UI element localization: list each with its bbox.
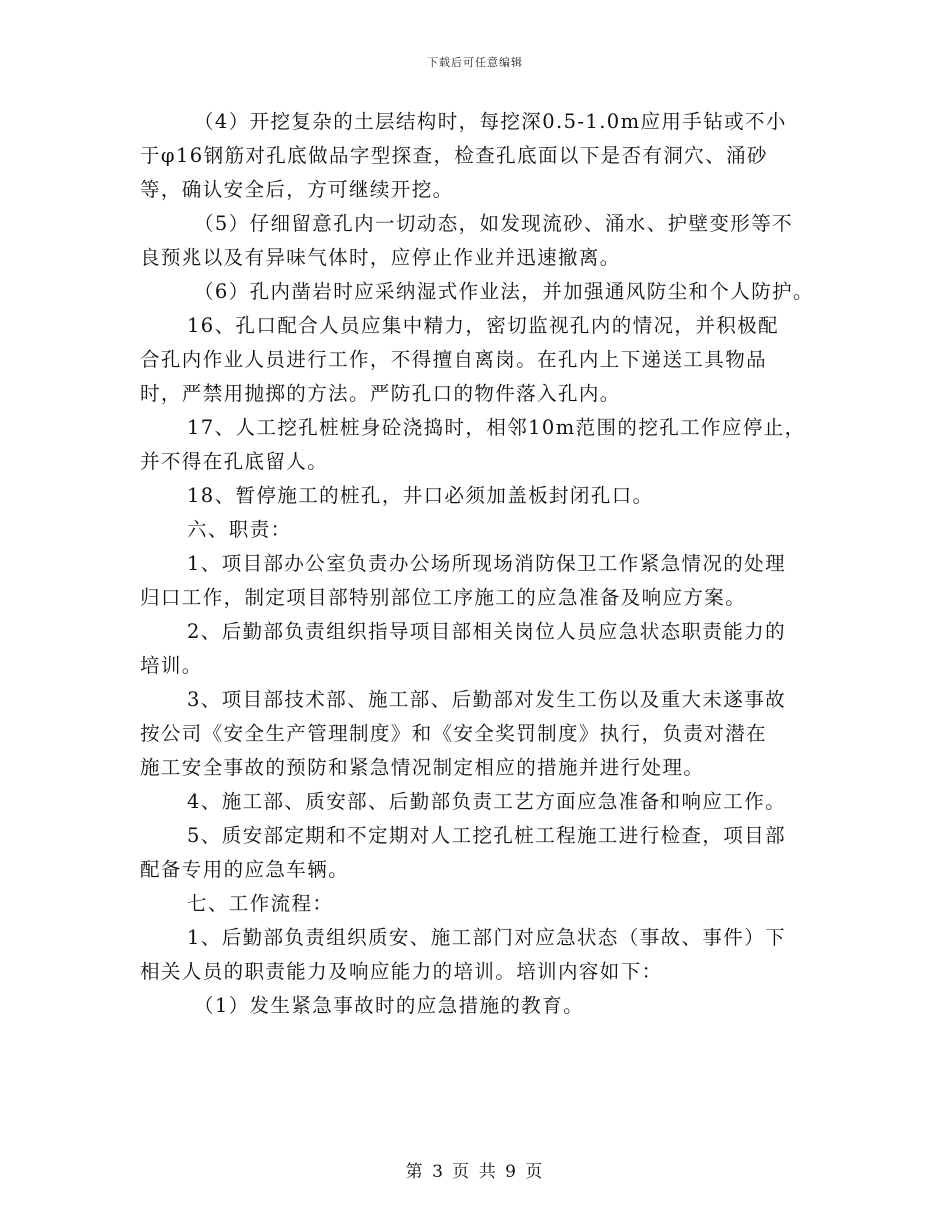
text-line: 等，确认安全后，方可继续开挖。: [140, 178, 454, 201]
text-line: （5）仔细留意孔内一切动态，如发现流砂、涌水、护壁变形等不: [194, 212, 794, 235]
text-line: 相关人员的职责能力及响应能力的培训。培训内容如下：: [140, 960, 663, 983]
document-body: [140, 105, 820, 1023]
text-line: 5、质安部定期和不定期对人工挖孔桩工程施工进行检查，项目部: [187, 824, 787, 847]
text-line: 并不得在孔底留人。: [140, 450, 329, 473]
text-line: 合孔内作业人员进行工作，不得擅自离岗。在孔内上下递送工具物品: [140, 348, 768, 371]
text-line: （4）开挖复杂的土层结构时，每挖深0.5-1.0m应用手钻或不小: [194, 110, 787, 133]
text-line: 时，严禁用抛掷的方法。严防孔口的物件落入孔内。: [140, 382, 621, 405]
page-footer: 第 3 页 共 9 页: [405, 1162, 545, 1182]
text-line: 18、暂停施工的桩孔，井口必须加盖板封闭孔口。: [187, 484, 654, 507]
text-line: 1、项目部办公室负责办公场所现场消防保卫工作紧急情况的处理: [187, 552, 787, 575]
text-line: 3、项目部技术部、施工部、后勤部对发生工伤以及重大未遂事故: [187, 688, 787, 711]
text-line: 16、孔口配合人员应集中精力，密切监视孔内的情况，并积极配: [187, 314, 779, 337]
text-line: （1）发生紧急事故时的应急措施的教育。: [194, 994, 585, 1017]
text-line: 2、后勤部负责组织指导项目部相关岗位人员应急状态职责能力的: [187, 620, 787, 643]
text-line: 归口工作，制定项目部特别部位工序施工的应急准备及响应方案。: [140, 586, 747, 609]
text-line: 于φ16钢筋对孔底做品字型探查，检查孔底面以下是否有洞穴、涌砂: [140, 144, 768, 167]
text-line: （6）孔内凿岩时应采纳湿式作业法，并加强通风防尘和个人防护。: [194, 280, 814, 303]
text-line: 1、后勤部负责组织质安、施工部门对应急状态（事故、事件）下: [187, 926, 787, 949]
page-header: 下载后可任意编辑: [427, 56, 523, 69]
text-line: 施工安全事故的预防和紧急情况制定相应的措施并进行处理。: [140, 756, 705, 779]
text-line: 七、工作流程：: [187, 892, 334, 915]
text-line: 4、施工部、质安部、后勤部负责工艺方面应急准备和响应工作。: [187, 790, 787, 813]
text-line: 良预兆以及有异味气体时，应停止作业并迅速撤离。: [140, 246, 621, 269]
text-line: 按公司《安全生产管理制度》和《安全奖罚制度》执行，负责对潜在: [140, 722, 768, 745]
text-line: 17、人工挖孔桩桩身砼浇捣时，相邻10m范围的挖孔工作应停止，: [187, 416, 806, 439]
text-line: 六、职责：: [187, 518, 292, 541]
text-line: 培训。: [140, 654, 203, 677]
text-line: 配备专用的应急车辆。: [140, 858, 350, 881]
